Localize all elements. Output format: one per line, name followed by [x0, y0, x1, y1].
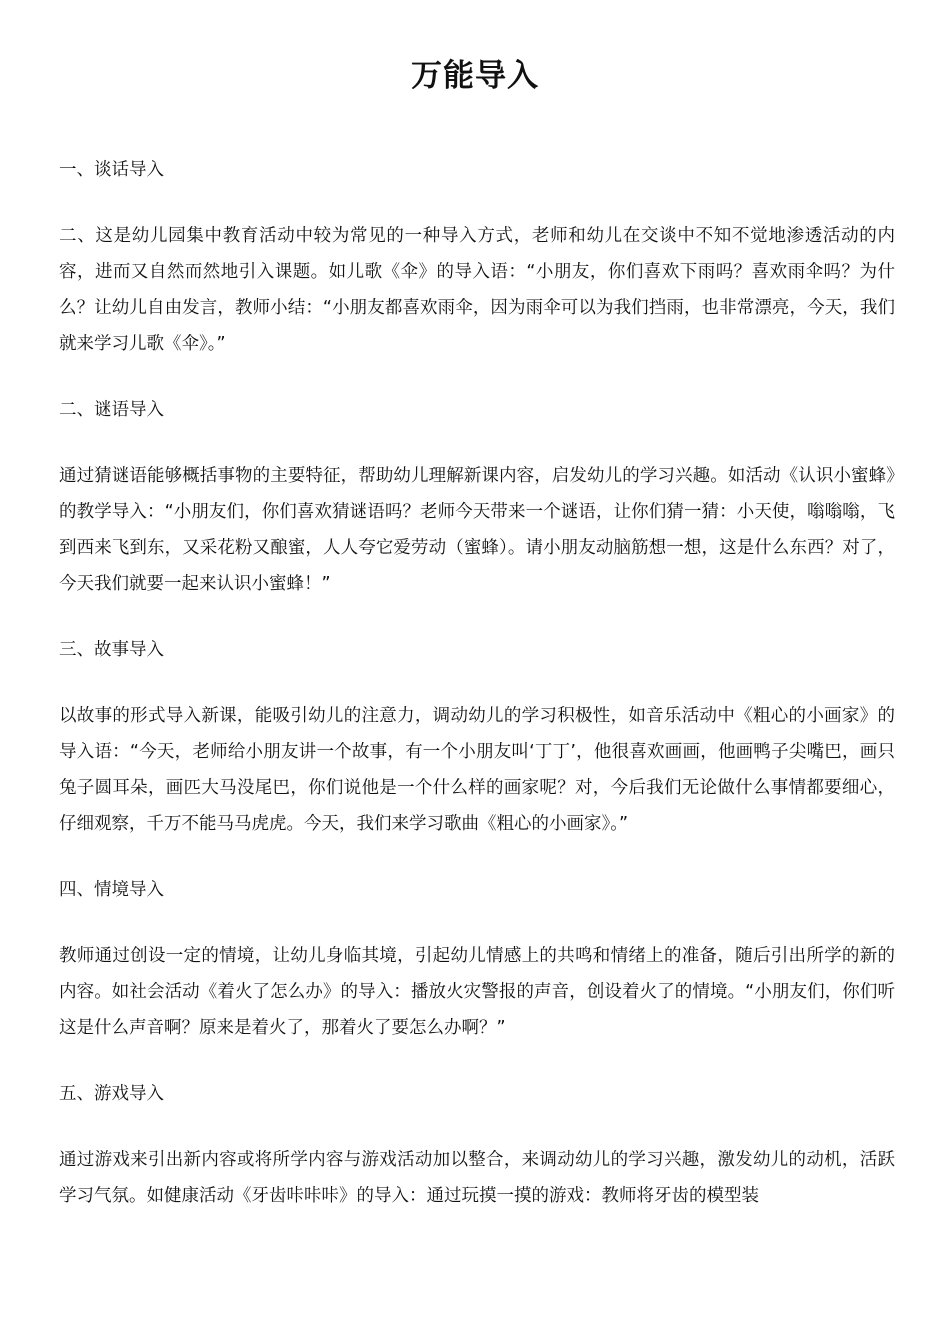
section-heading-riddle: 二、谜语导入 [59, 400, 164, 420]
document-body [59, 152, 895, 1244]
section-heading-story: 三、故事导入 [59, 640, 164, 660]
section-paragraph-talk: 二、这是幼儿园集中教育活动中较为常见的一种导入方式，老师和幼儿在交谈中不知不觉地渗透活动的内容，进而又自然而然地引入课题。如儿歌《伞》的导入语：“小朋友，你们喜欢下雨吗？喜欢雨伞吗？为什么？让幼儿自由发言，教师小结：“小朋友都喜欢雨伞，因为雨伞可以为我们挡雨，也非常漂亮，今天，我们就来学习儿歌《伞》。” [59, 226, 895, 354]
section-heading-talk: 一、谈话导入 [59, 160, 164, 180]
section-heading-game: 五、游戏导入 [59, 1084, 164, 1104]
section-paragraph-scenario: 教师通过创设一定的情境，让幼儿身临其境，引起幼儿情感上的共鸣和情绪上的准备，随后引出所学的新的内容。如社会活动《着火了怎么办》的导入：播放火灾警报的声音，创设着火了的情境。“小朋友们，你们听这是什么声音啊？原来是着火了，那着火了要怎么办啊？” [59, 946, 895, 1038]
section-paragraph-game: 通过游戏来引出新内容或将所学内容与游戏活动加以整合，来调动幼儿的学习兴趣，激发幼儿的动机，活跃学习气氛。如健康活动《牙齿咔咔咔》的导入：通过玩摸一摸的游戏：教师将牙齿的模型装 [59, 1150, 895, 1206]
document-title: 万能导入 [411, 58, 539, 94]
section-paragraph-story: 以故事的形式导入新课，能吸引幼儿的注意力，调动幼儿的学习积极性，如音乐活动中《粗心的小画家》的导入语：“今天，老师给小朋友讲一个故事，有一个小朋友叫‘丁丁’，他很喜欢画画，他画鸭子尖嘴巴，画只兔子圆耳朵，画匹大马没尾巴，你们说他是一个什么样的画家呢？对，今后我们无论做什么事情都要细心，仔细观察，千万不能马马虎虎。今天，我们来学习歌曲《粗心的小画家》。” [59, 706, 895, 834]
section-heading-scenario: 四、情境导入 [59, 880, 164, 900]
section-paragraph-riddle: 通过猜谜语能够概括事物的主要特征，帮助幼儿理解新课内容，启发幼儿的学习兴趣。如活动《认识小蜜蜂》的教学导入：“小朋友们，你们喜欢猜谜语吗？老师今天带来一个谜语，让你们猜一猜：小天使，嗡嗡嗡，飞到西来飞到东，又采花粉又酿蜜，人人夸它爱劳动（蜜蜂）。请小朋友动脑筋想一想，这是什么东西？对了，今天我们就要一起来认识小蜜蜂！” [59, 466, 895, 594]
